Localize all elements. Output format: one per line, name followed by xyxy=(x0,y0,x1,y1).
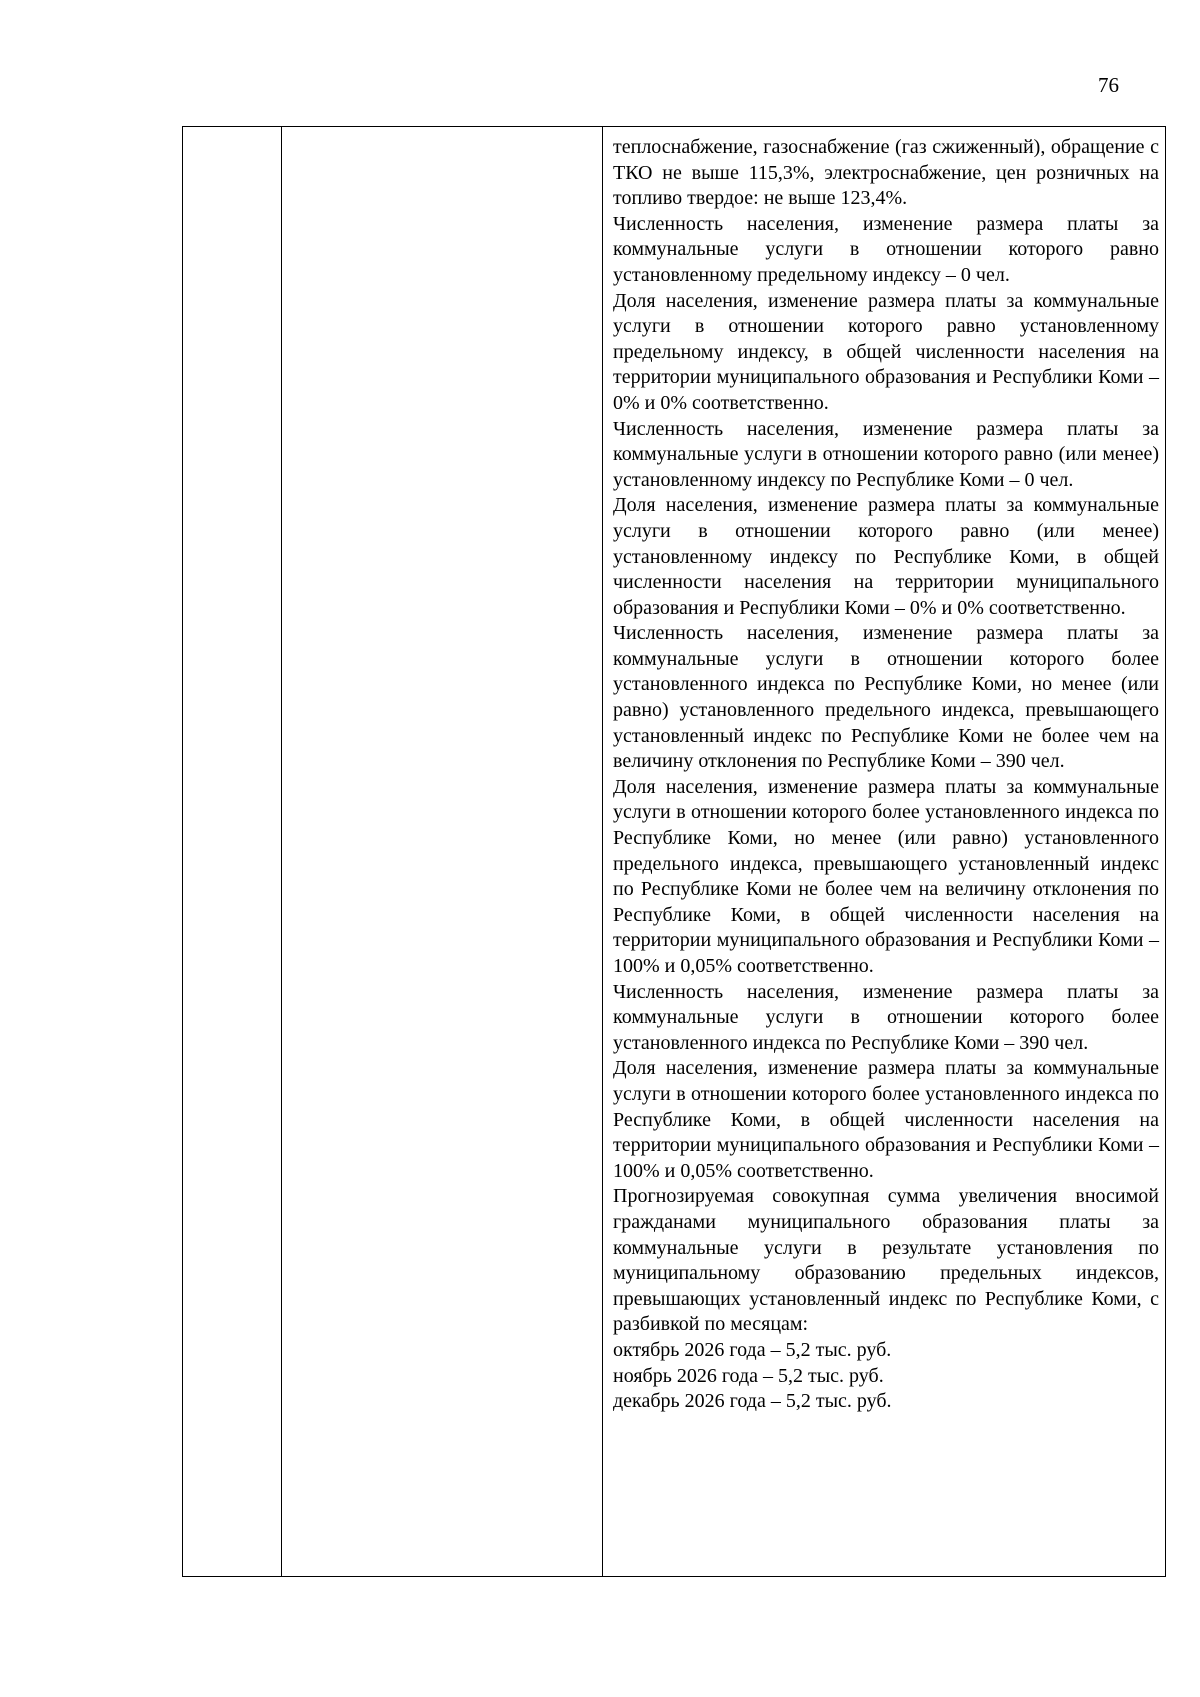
paragraph-month-line: ноябрь 2026 года – 5,2 тыс. руб. xyxy=(613,1364,884,1387)
page-number: 76 xyxy=(1098,73,1119,97)
paragraph: Численность населения, изменение размера платы за коммунальные услуги в отношении которого более установленного индекса по Республике Коми – 390 чел. xyxy=(613,980,1159,1054)
paragraph: Численность населения, изменение размера платы за коммунальные услуги в отношении которого равно установленному предельному индексу – 0 чел. xyxy=(613,212,1159,286)
paragraph-month-line: октябрь 2026 года – 5,2 тыс. руб. xyxy=(613,1338,892,1361)
table-cell-number xyxy=(183,127,282,1577)
table-row xyxy=(183,127,1166,1577)
table-cell-name xyxy=(282,127,603,1577)
document-table xyxy=(182,126,1166,1577)
paragraph: Доля населения, изменение размера платы за коммунальные услуги в отношении которого равно (или менее) установленному индексу по Республике Коми, в общей численности населения на территории муниципального образования и Республики Коми – 0% и 0% соответственно. xyxy=(613,494,1159,619)
table-cell-description xyxy=(603,127,1166,1577)
paragraph: Доля населения, изменение размера платы за коммунальные услуги в отношении которого более установленного индекса по Республике Коми, в общей численности населения на территории муниципального образования и Республики Коми – 100% и 0,05% соответственно. xyxy=(613,1057,1159,1182)
paragraph: Доля населения, изменение размера платы за коммунальные услуги в отношении которого более установленного индекса по Республике Коми, но менее (или равно) установленного предельного индекса, превышающего установленный индекс по Республике Коми не более чем на величину отклонения по Республике Коми, в общей численности населения на территории муниципального образования и Республики Коми – 100% и 0,05% соответственно. xyxy=(613,775,1159,977)
paragraph: теплоснабжение, газоснабжение (газ сжиженный), обращение с ТКО не выше 115,3%, электроснабжение, цен розничных на топливо твердое: не выше 123,4%. xyxy=(613,136,1159,210)
paragraph: Прогнозируемая совокупная сумма увеличения вносимой гражданами муниципального образования платы за коммунальные услуги в результате установления по муниципальному образованию предельных индексов, превышающих установленный индекс по Республике Коми, с разбивкой по месяцам: xyxy=(613,1185,1159,1336)
paragraph-month-line: декабрь 2026 года – 5,2 тыс. руб. xyxy=(613,1390,892,1413)
paragraph: Доля населения, изменение размера платы за коммунальные услуги в отношении которого равно установленному предельному индексу, в общей численности населения на территории муниципального образования и Республики Коми – 0% и 0% соответственно. xyxy=(613,289,1159,414)
cell-text xyxy=(603,127,1165,1415)
paragraph: Численность населения, изменение размера платы за коммунальные услуги в отношении которого более установленного индекса по Республике Коми, но менее (или равно) установленного предельного индекса, превышающего установленный индекс по Республике Коми не более чем на величину отклонения по Республике Коми – 390 чел. xyxy=(613,622,1159,773)
paragraph: Численность населения, изменение размера платы за коммунальные услуги в отношении которого равно (или менее) установленному индексу по Республике Коми – 0 чел. xyxy=(613,417,1159,491)
